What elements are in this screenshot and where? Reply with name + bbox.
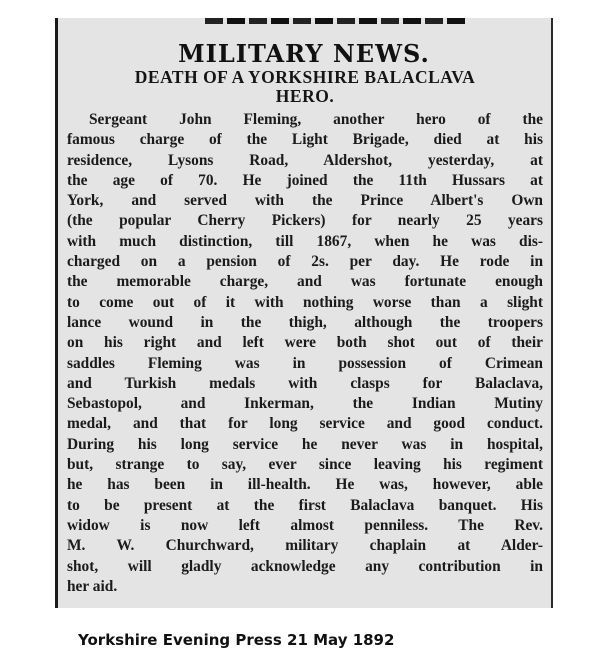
article-body-line: Sergeant John Fleming, another hero of the: [89, 111, 543, 128]
article-body-line: the memorable charge, and was fortunate enough: [67, 273, 543, 291]
article-body-line: famous charge of the Light Brigade, died at his: [67, 131, 543, 149]
article-body-line: widow is now left almost penniless. The Rev.: [67, 516, 543, 534]
article-body-line: medal, and that for long service and good conduct.: [67, 415, 543, 433]
article-body: [67, 110, 543, 597]
article-body-line: to be present at the first Balaclava banquet. His: [67, 496, 543, 514]
section-heading: MILITARY NEWS.: [178, 39, 430, 68]
article-body-line: During his long service he never was in hospital,: [67, 435, 543, 453]
article-title: [67, 68, 543, 106]
column-rule-left: [55, 18, 58, 608]
article-body-line: Sebastopol, and Inkerman, the Indian Mutiny: [67, 395, 543, 413]
article-body-line: shot, will gladly acknowledge any contribution in: [67, 557, 543, 575]
article-body-line: (the popular Cherry Pickers) for nearly 25 years: [67, 212, 543, 230]
article-body-line: on his right and left were both shot out of their: [67, 334, 543, 352]
article-body-line: he has been in ill-health. He was, however, able: [67, 476, 543, 494]
article-title-line: HERO.: [275, 86, 335, 106]
article-body-line: residence, Lysons Road, Aldershot, yesterday, at: [67, 151, 543, 169]
article-body-line: to come out of it with nothing worse than a slight: [67, 293, 543, 311]
article-body-line: M. W. Churchward, military chaplain at Alder-: [67, 537, 543, 555]
article-body-line: saddles Fleming was in possession of Crimean: [67, 354, 543, 372]
image-caption: Yorkshire Evening Press 21 May 1892: [78, 631, 395, 649]
article-body-line: and Turkish medals with clasps for Balaclava,: [67, 374, 543, 392]
article-body-line: lance wound in the thigh, although the troopers: [67, 313, 543, 331]
article-body-line: her aid.: [67, 577, 118, 595]
newspaper-clipping: [55, 18, 553, 608]
article-body-line: but, strange to say, ever since leaving his regiment: [67, 456, 543, 474]
article-body-line: York, and served with the Prince Albert's Own: [67, 192, 543, 210]
column-rule-right: [551, 18, 553, 608]
article-title-line: DEATH OF A YORKSHIRE BALACLAVA: [134, 67, 476, 87]
article-body-line: charged on a pension of 2s. per day. He rode in: [67, 253, 543, 271]
article-body-line: the age of 70. He joined the 11th Hussars at: [67, 171, 543, 189]
article-body-line: with much distinction, till 1867, when he was dis-: [67, 232, 543, 250]
clipping-top-edge: [205, 18, 465, 24]
